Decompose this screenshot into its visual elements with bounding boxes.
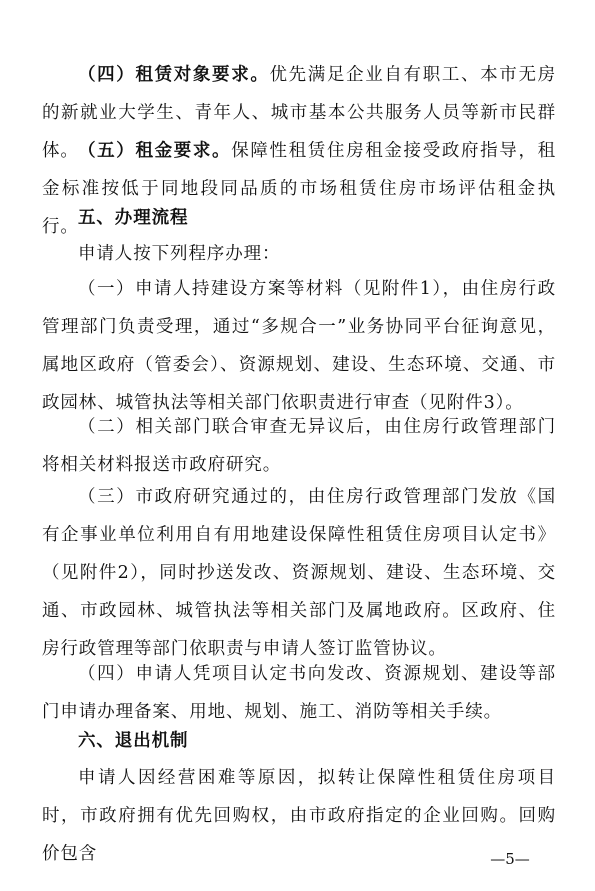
paragraph-exit-mechanism: 申请人因经营困难等原因，拟转让保障性租赁住房项目时，市政府拥有优先回购权，由市政府指定的企业回购。回购价包含 — [42, 768, 556, 864]
paragraph-step-2: （二）相关部门联合审查无异议后，由住房行政管理部门将相关材料报送市政府研究。 — [42, 417, 556, 475]
paragraph-step-4: （四）申请人凭项目认定书向发改、资源规划、建设等部门申请办理备案、用地、规划、施工、消防等相关手续。 — [42, 664, 556, 722]
paragraph-step-3: （三）市政府研究通过的，由住房行政管理部门发放《国有企事业单位利用自有用地建设保障性租赁住房项目认定书》（见附件2），同时抄送发改、资源规划、建设、生态环境、交通、市政园林、城管执法等相关部门及属地政府。区政府、住房行政管理等部门依职责与申请人签订监管协议。 — [42, 487, 556, 659]
page-number: —5— — [490, 850, 530, 868]
paragraph-step-1: （一）申请人持建设方案等材料（见附件1），由住房行政管理部门负责受理，通过“多规合一”业务协同平台征询意见，属地区政府（管委会）、资源规划、建设、生态环境、交通、市政园林、城管执法等相关部门依职责进行审查（见附件3）。 — [42, 279, 556, 413]
paragraph-body: 保障性租赁住房租金接受政府指导，租金标准按低于同地段同品质的市场租赁住房市场评估租金执行。 — [42, 141, 556, 237]
paragraph-lead: （五）租金要求。 — [78, 141, 232, 161]
section-heading-exit: 六、退出机制 — [78, 731, 189, 751]
paragraph-lead: （四）租赁对象要求。 — [78, 65, 270, 85]
paragraph-body: 优先满足企业自有职工、本市无房的新就业大学生、青年人、城市基本公共服务人员等新市民群体。 — [42, 65, 556, 161]
paragraph-process-intro: 申请人按下列程序办理： — [78, 244, 281, 264]
section-heading-process: 五、办理流程 — [78, 208, 189, 228]
